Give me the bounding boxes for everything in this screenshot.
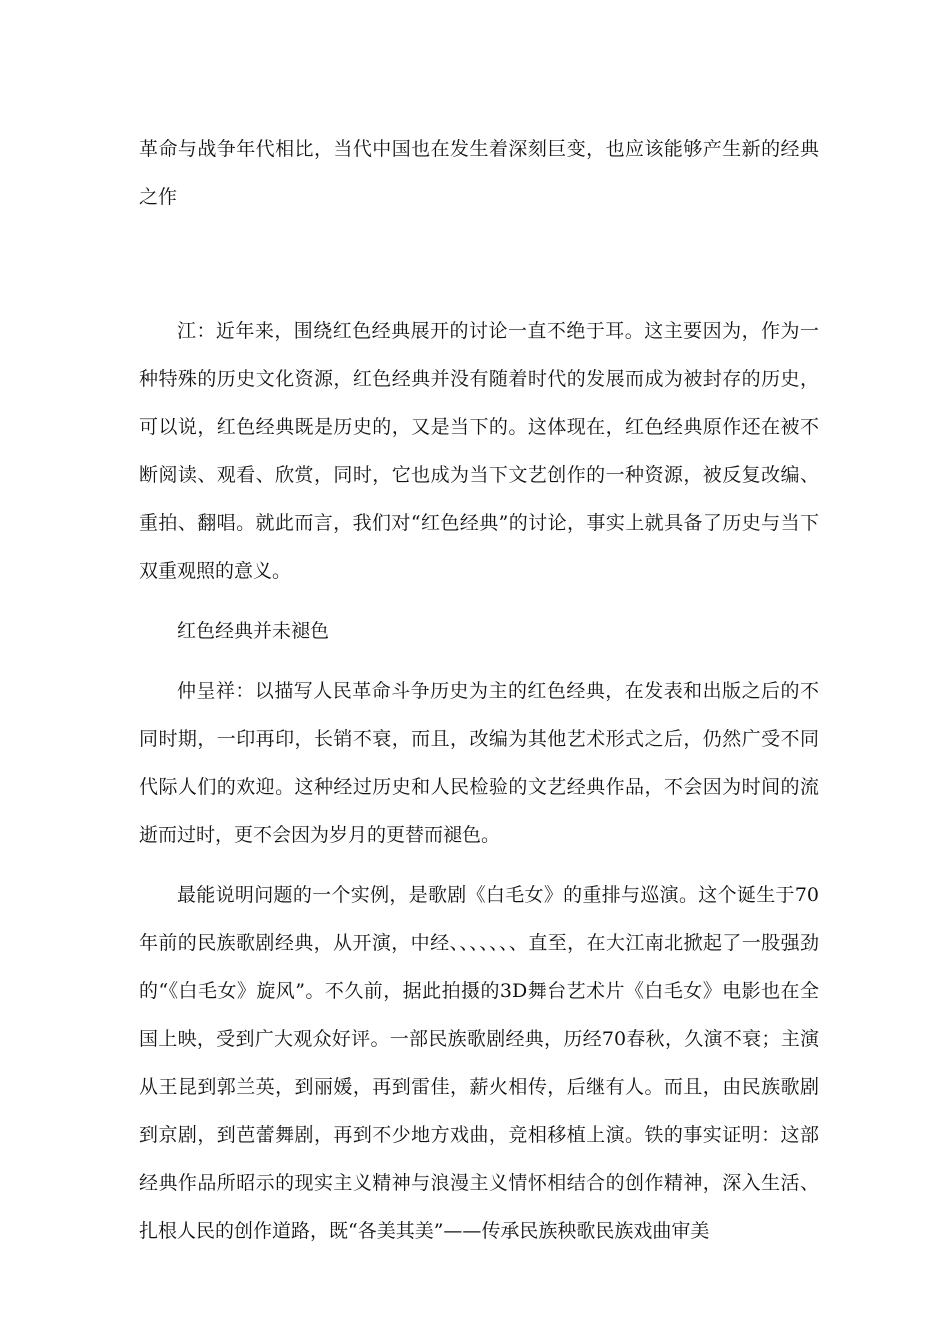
paragraph-spacer [139, 595, 819, 607]
jiang-paragraph: 江：近年来，围绕红色经典展开的讨论一直不绝于耳。这主要因为，作为一种特殊的历史文化资源，红色经典并没有随着时代的发展而成为被封存的历史，可以说，红色经典既是历史的，又是当下的。这体现在，红色经典原作还在被不断阅读、观看、欣赏，同时，它也成为当下文艺创作的一种资源，被反复改编、重拍、翻唱。就此而言，我们对“红色经典”的讨论，事实上就具备了历史与当下双重观照的意义。 [139, 320, 819, 582]
intro-paragraph: 革命与战争年代相比，当代中国也在发生着深刻巨变，也应该能够产生新的经典之作 [139, 138, 819, 208]
paragraph-spacer [139, 859, 819, 871]
section-subheading: 红色经典并未褪色 [177, 620, 330, 642]
paragraph-spacer [139, 655, 819, 667]
example-paragraph: 最能说明问题的一个实例，是歌剧《白毛女》的重排与巡演。这个诞生于70年前的民族歌剧经典，从开演，中经、、、、、、、直至，在大江南北掀起了一股强劲的“《白毛女》旋风”。不久前，据此拍摄的3D舞台艺术片《白毛女》电影也在全国上映，受到广大观众好评。一部民族歌剧经典，历经70春秋，久演不衰；主演从王昆到郭兰英，到丽媛，再到雷佳，薪火相传，后继有人。而且，由民族歌剧到京剧，到芭蕾舞剧，再到不少地方戏曲，竞相移植上演。铁的事实证明：这部经典作品所昭示的现实主义精神与浪漫主义情怀相结合的创作精神，深入生活、扎根人民的创作道路，既“各美其美”——传承民族秧歌民族戏曲审美 [139, 884, 819, 1242]
document-body [139, 125, 819, 1255]
paragraph-spacer [139, 221, 819, 307]
zhong-paragraph: 仲呈祥：以描写人民革命斗争历史为主的红色经典，在发表和出版之后的不同时期，一印再印，长销不衰，而且，改编为其他艺术形式之后，仍然广受不同代际人们的欢迎。这种经过历史和人民检验的文艺经典作品，不会因为时间的流逝而过时，更不会因为岁月的更替而褪色。 [139, 680, 819, 846]
